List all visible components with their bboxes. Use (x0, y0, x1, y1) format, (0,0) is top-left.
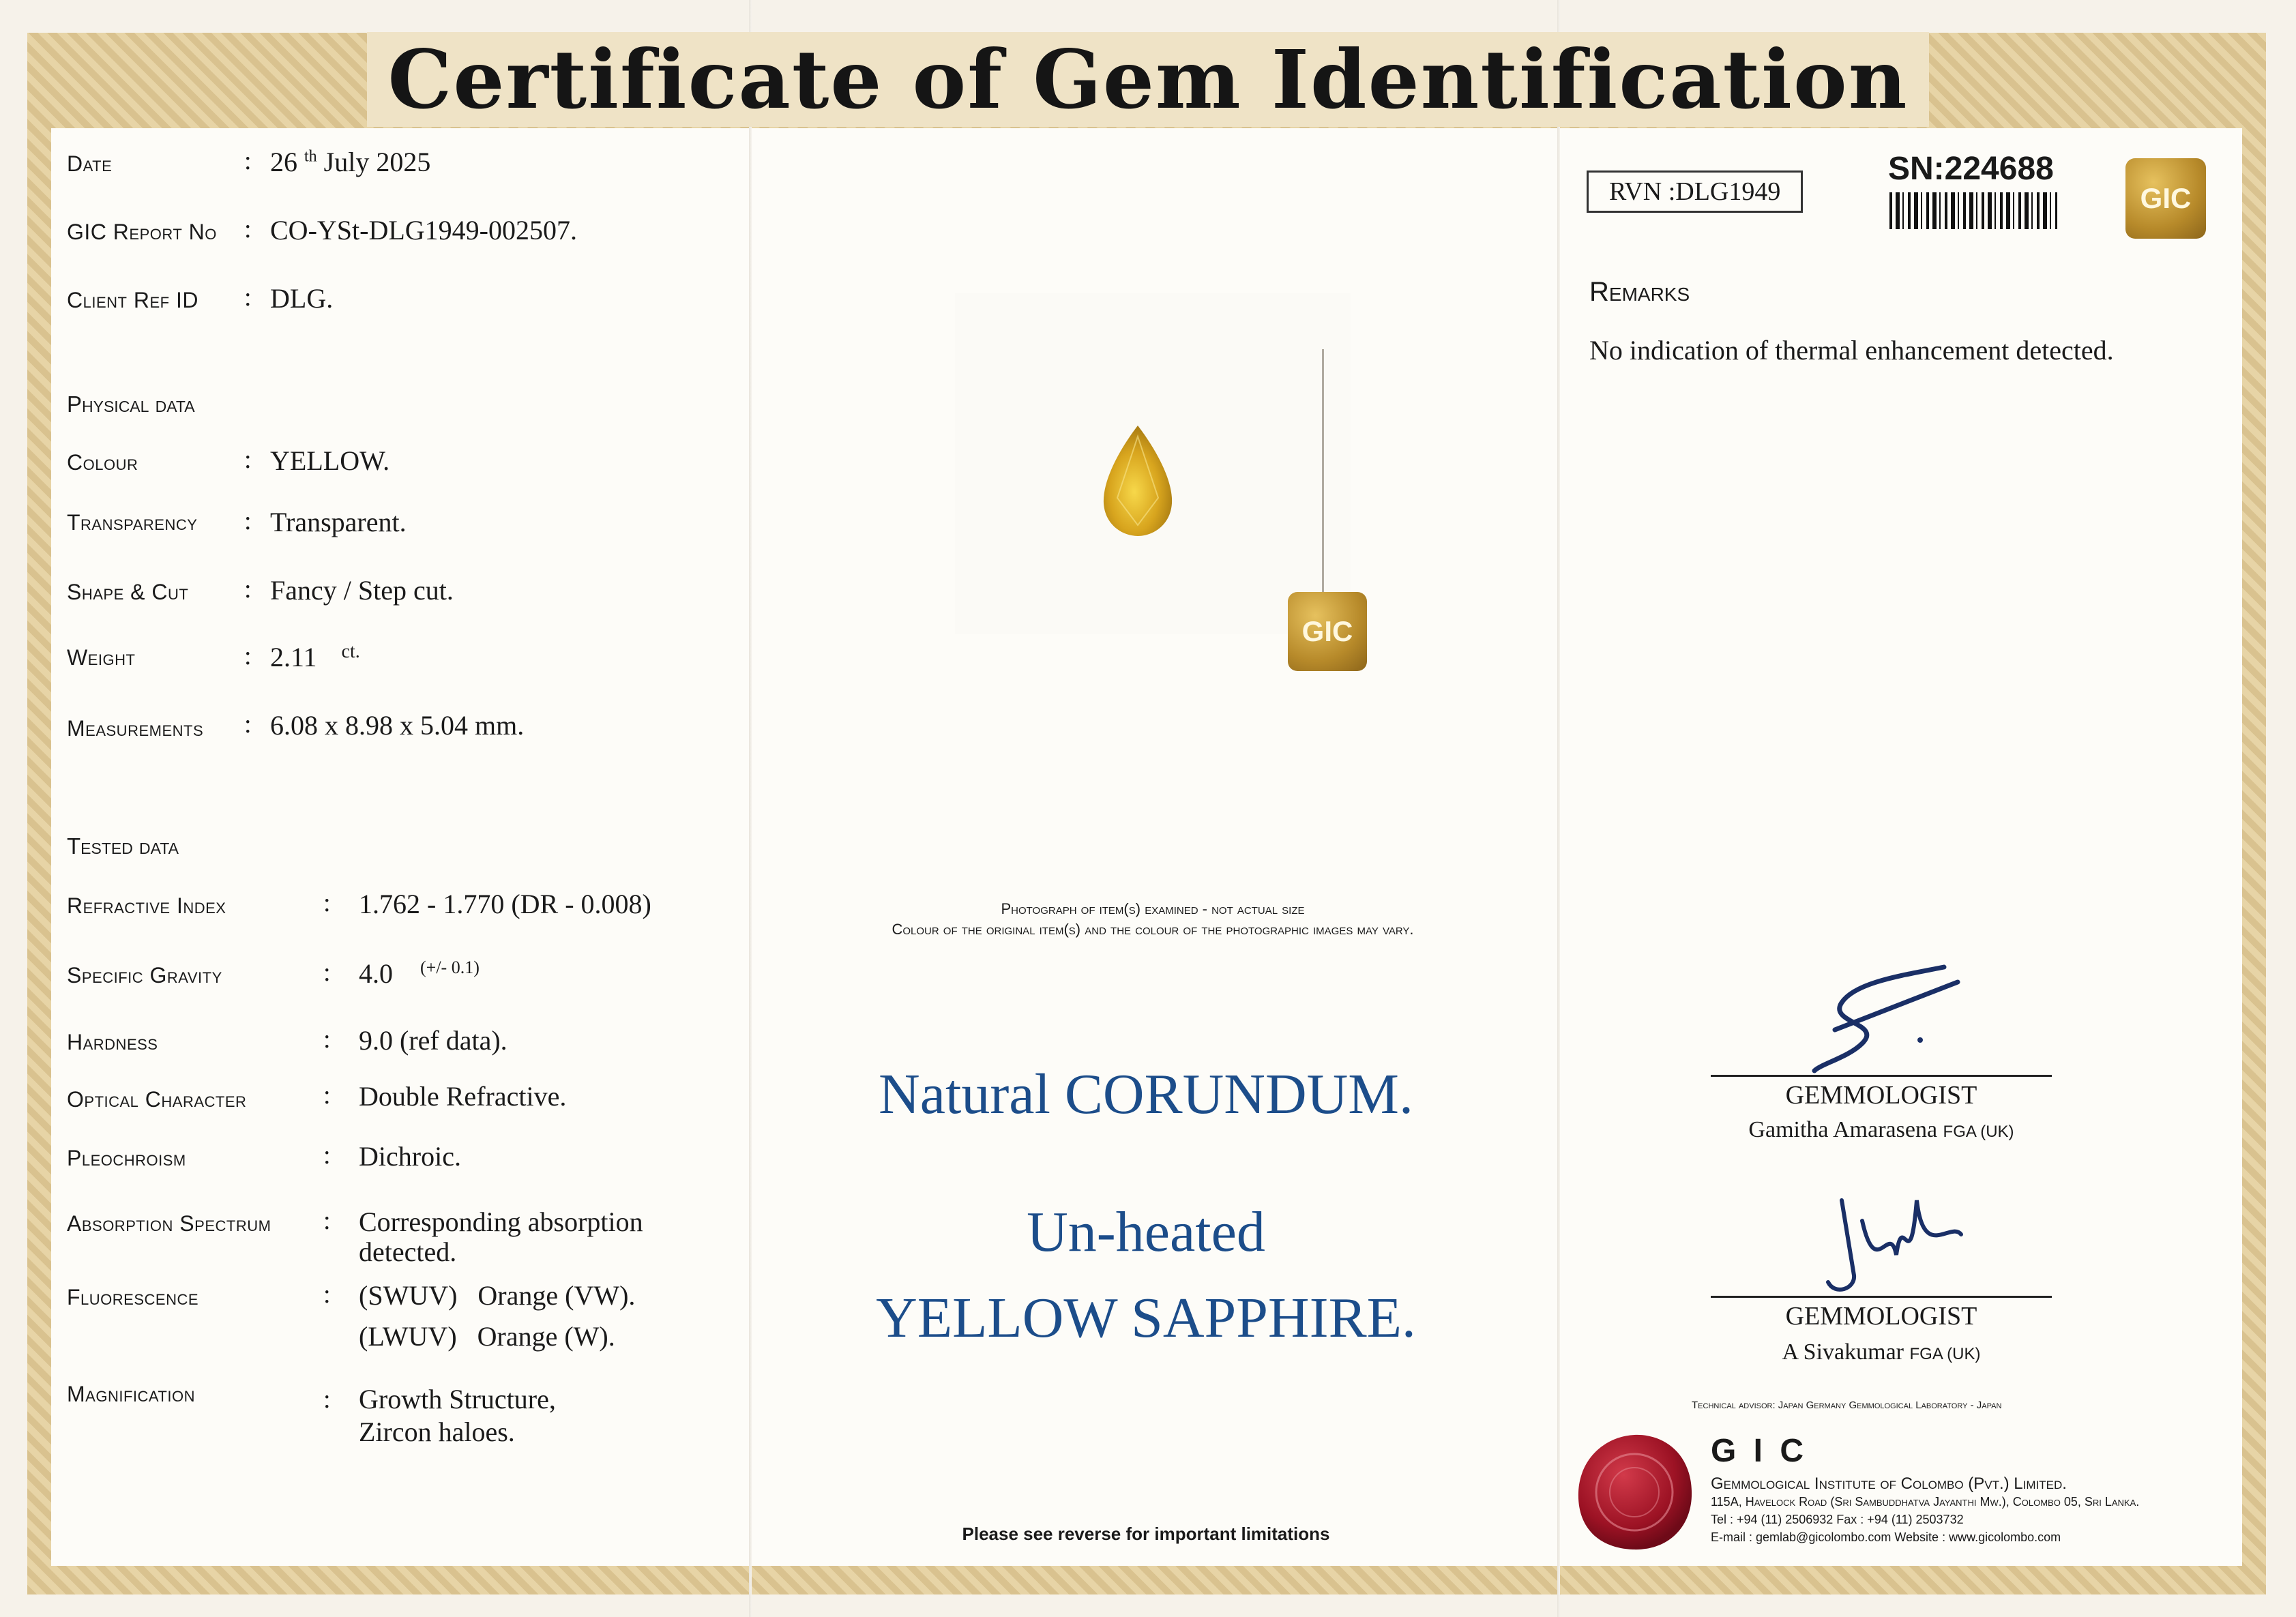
fold-line (1557, 0, 1560, 1617)
specific-gravity-value: 4.0 $^{(+/- 0.1)}$ (359, 958, 480, 989)
rvn-box: RVN :DLG1949 (1587, 170, 1803, 213)
colon: : (323, 1206, 331, 1235)
signature-line (1711, 1296, 2052, 1298)
wax-seal-icon (1573, 1431, 1696, 1554)
transparency-value: Transparent. (270, 507, 407, 537)
colon: : (323, 958, 331, 987)
shape-cut-value: Fancy / Step cut. (270, 575, 454, 606)
colour-label: Colour (67, 450, 138, 475)
org-short-name: G I C (1711, 1433, 1808, 1469)
fluorescence-label: Fluorescence (67, 1285, 199, 1309)
photo-note-line-1: Photograph of item(s) examined - not actual size (1001, 900, 1305, 917)
colon: : (323, 1141, 331, 1170)
barcode (1889, 192, 2057, 229)
colon: : (244, 215, 252, 243)
colon: : (323, 1385, 331, 1414)
report-no-label: GIC Report No (67, 220, 217, 244)
hardness-value: 9.0 (ref data). (359, 1025, 507, 1056)
weight-value: 2.11 $^{ct.}$ (270, 641, 360, 672)
tested-data-heading: Tested data (67, 833, 179, 859)
colon: : (244, 445, 252, 474)
client-ref-value: DLG. (270, 283, 334, 314)
specific-gravity-label: Specific Gravity (67, 963, 222, 988)
pleochroism-value: Dichroic. (359, 1141, 461, 1172)
hardness-label: Hardness (67, 1030, 158, 1054)
measurements-value: 6.08 x 8.98 x 5.04 mm. (270, 710, 525, 741)
colon: : (244, 642, 252, 670)
colon: : (244, 575, 252, 604)
serial-number: SN:224688 (1888, 151, 2054, 187)
colon: : (244, 283, 252, 312)
signature-line (1711, 1075, 2052, 1077)
colon: : (244, 147, 252, 175)
absorption-spectrum-label: Absorption Spectrum (67, 1211, 271, 1236)
absorption-spectrum-value-2: detected. (359, 1236, 457, 1267)
variety-name: YELLOW SAPPHIRE. (876, 1286, 1416, 1350)
optical-character-label: Optical Character (67, 1087, 247, 1112)
photo-marker-line (1322, 349, 1324, 602)
remarks-heading: Remarks (1589, 277, 1690, 307)
date-label: Date (67, 151, 113, 176)
magnification-value-2: Zircon haloes. (359, 1416, 515, 1447)
date-value: 26 $^{th}$ July 2025 (270, 147, 431, 177)
treatment-status: Un-heated (1027, 1200, 1265, 1264)
fold-line (749, 0, 752, 1617)
gemmologist-2-signature (1814, 1180, 1971, 1303)
colon: : (244, 507, 252, 535)
magnification-label: Magnification (67, 1382, 195, 1406)
transparency-label: Transparency (67, 510, 198, 535)
limitations-note: Please see reverse for important limitations (962, 1524, 1330, 1544)
colon: : (244, 710, 252, 739)
colon: : (323, 1081, 331, 1110)
colon: : (323, 1025, 331, 1054)
measurements-label: Measurements (67, 716, 204, 741)
gemstone-photo (1097, 423, 1179, 539)
photo-note-line-2: Colour of the original item(s) and the colour of the photographic images may vary. (892, 921, 1414, 938)
absorption-spectrum-value: Corresponding absorption (359, 1206, 643, 1237)
org-contact: Tel : +94 (11) 2506932 Fax : +94 (11) 2503732 (1711, 1513, 1964, 1526)
weight-label: Weight (67, 645, 136, 670)
fluorescence-lwuv: (LWUV) Orange (W). (359, 1321, 615, 1352)
species-name: Natural CORUNDUM. (879, 1063, 1413, 1126)
physical-data-heading: Physical data (67, 391, 195, 417)
gic-logo-icon: GIC (2125, 158, 2206, 239)
report-no-value: CO-YSt-DLG1949-002507. (270, 215, 577, 246)
remarks-text: No indication of thermal enhancement detected. (1589, 335, 2114, 366)
colon: : (323, 889, 331, 917)
org-web: E-mail : gemlab@gicolombo.com Website : www.gicolombo.com (1711, 1530, 2061, 1544)
org-full-name: Gemmological Institute of Colombo (Pvt.) Limited. (1711, 1474, 2067, 1493)
pleochroism-label: Pleochroism (67, 1146, 186, 1170)
refractive-index-label: Refractive Index (67, 893, 226, 918)
gemmologist-1-title: GEMMOLOGIST (1785, 1081, 1977, 1110)
refractive-index-value: 1.762 - 1.770 (DR - 0.008) (359, 889, 651, 919)
colour-value: YELLOW. (270, 445, 390, 476)
org-address: 115A, Havelock Road (Sri Sambuddhatva Jayanthi Mw.), Colombo 05, Sri Lanka. (1711, 1495, 2140, 1509)
gemmologist-1-name: Gamitha Amarasena FGA (UK) (1748, 1117, 2014, 1142)
fluorescence-swuv: (SWUV) Orange (VW). (359, 1280, 636, 1311)
technical-advisor: Technical advisor: Japan Germany Gemmological Laboratory - Japan (1692, 1399, 2002, 1411)
shape-cut-label: Shape & Cut (67, 580, 189, 604)
optical-character-value: Double Refractive. (359, 1081, 567, 1112)
gemmologist-2-title: GEMMOLOGIST (1785, 1302, 1977, 1331)
gemmologist-1-signature (1801, 955, 1978, 1078)
colon: : (323, 1280, 331, 1309)
gemmologist-2-name: A Sivakumar FGA (UK) (1782, 1339, 1981, 1365)
certificate-title: Certificate of Gem Identification (0, 40, 2296, 120)
gic-logo-icon: GIC (1288, 592, 1367, 671)
magnification-value: Growth Structure, (359, 1384, 556, 1414)
client-ref-label: Client Ref ID (67, 288, 198, 312)
